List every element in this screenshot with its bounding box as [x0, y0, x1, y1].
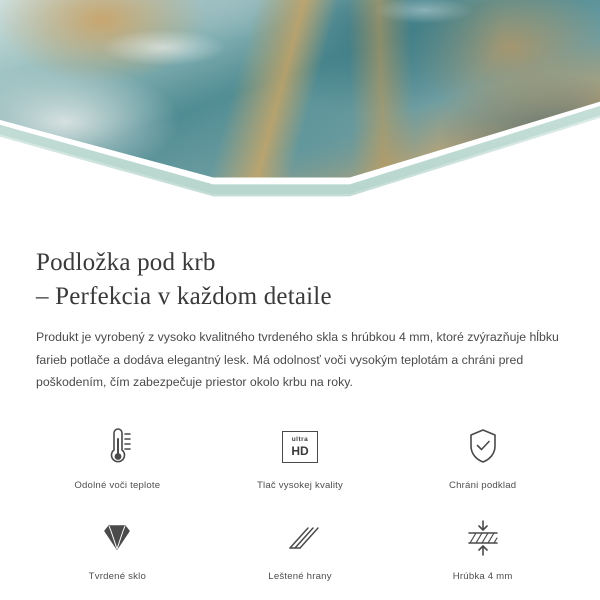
thermometer-icon: [32, 424, 203, 470]
ultra-hd-bottom-label: HD: [291, 443, 309, 458]
feature-label: Hrúbka 4 mm: [452, 571, 513, 583]
feature-label: Chráni podklad: [448, 480, 517, 492]
feature-label: Odolné voči teplote: [74, 480, 161, 492]
feature-item-print-quality: [209, 420, 392, 495]
marble-print-veins: [0, 0, 600, 210]
feature-label: Leštené hrany: [268, 571, 332, 583]
feature-grid: [0, 420, 600, 586]
feature-item-surface-protection: [391, 420, 574, 495]
feature-item-polished-edges: [209, 511, 392, 586]
page-title-line-1: Podložka pod krb: [36, 249, 216, 276]
feature-item-heat-resistance: [26, 420, 209, 495]
feature-item-thickness: [391, 511, 574, 586]
feature-label: Tlač vysokej kvality: [256, 480, 344, 492]
feature-label: Tvrdené sklo: [88, 571, 146, 583]
text-block: [0, 228, 600, 394]
ultra-hd-icon: [215, 424, 386, 470]
hero-image: [0, 0, 600, 228]
feature-item-tempered-glass: [26, 511, 209, 586]
ultra-hd-top-label: ultra: [291, 436, 309, 444]
shield-check-icon: [397, 424, 568, 470]
description-paragraph: Produkt je vyrobený z vysoko kvalitného tvrdeného skla s hrúbkou 4 mm, ktoré zvýrazňuje hĺbku farieb potlače a dodáva elegantný lesk. Má odolnosť voči vysokým teplotám a chráni pred poškodením, čím zabezpečuje priestor okolo krbu na roky.: [36, 330, 559, 390]
polished-edges-icon: [215, 515, 386, 561]
thickness-icon: [397, 515, 568, 561]
diamond-icon: [32, 515, 203, 561]
page-title-line-2: – Perfekcia v každom detaile: [36, 283, 332, 310]
page-title: [36, 246, 564, 314]
